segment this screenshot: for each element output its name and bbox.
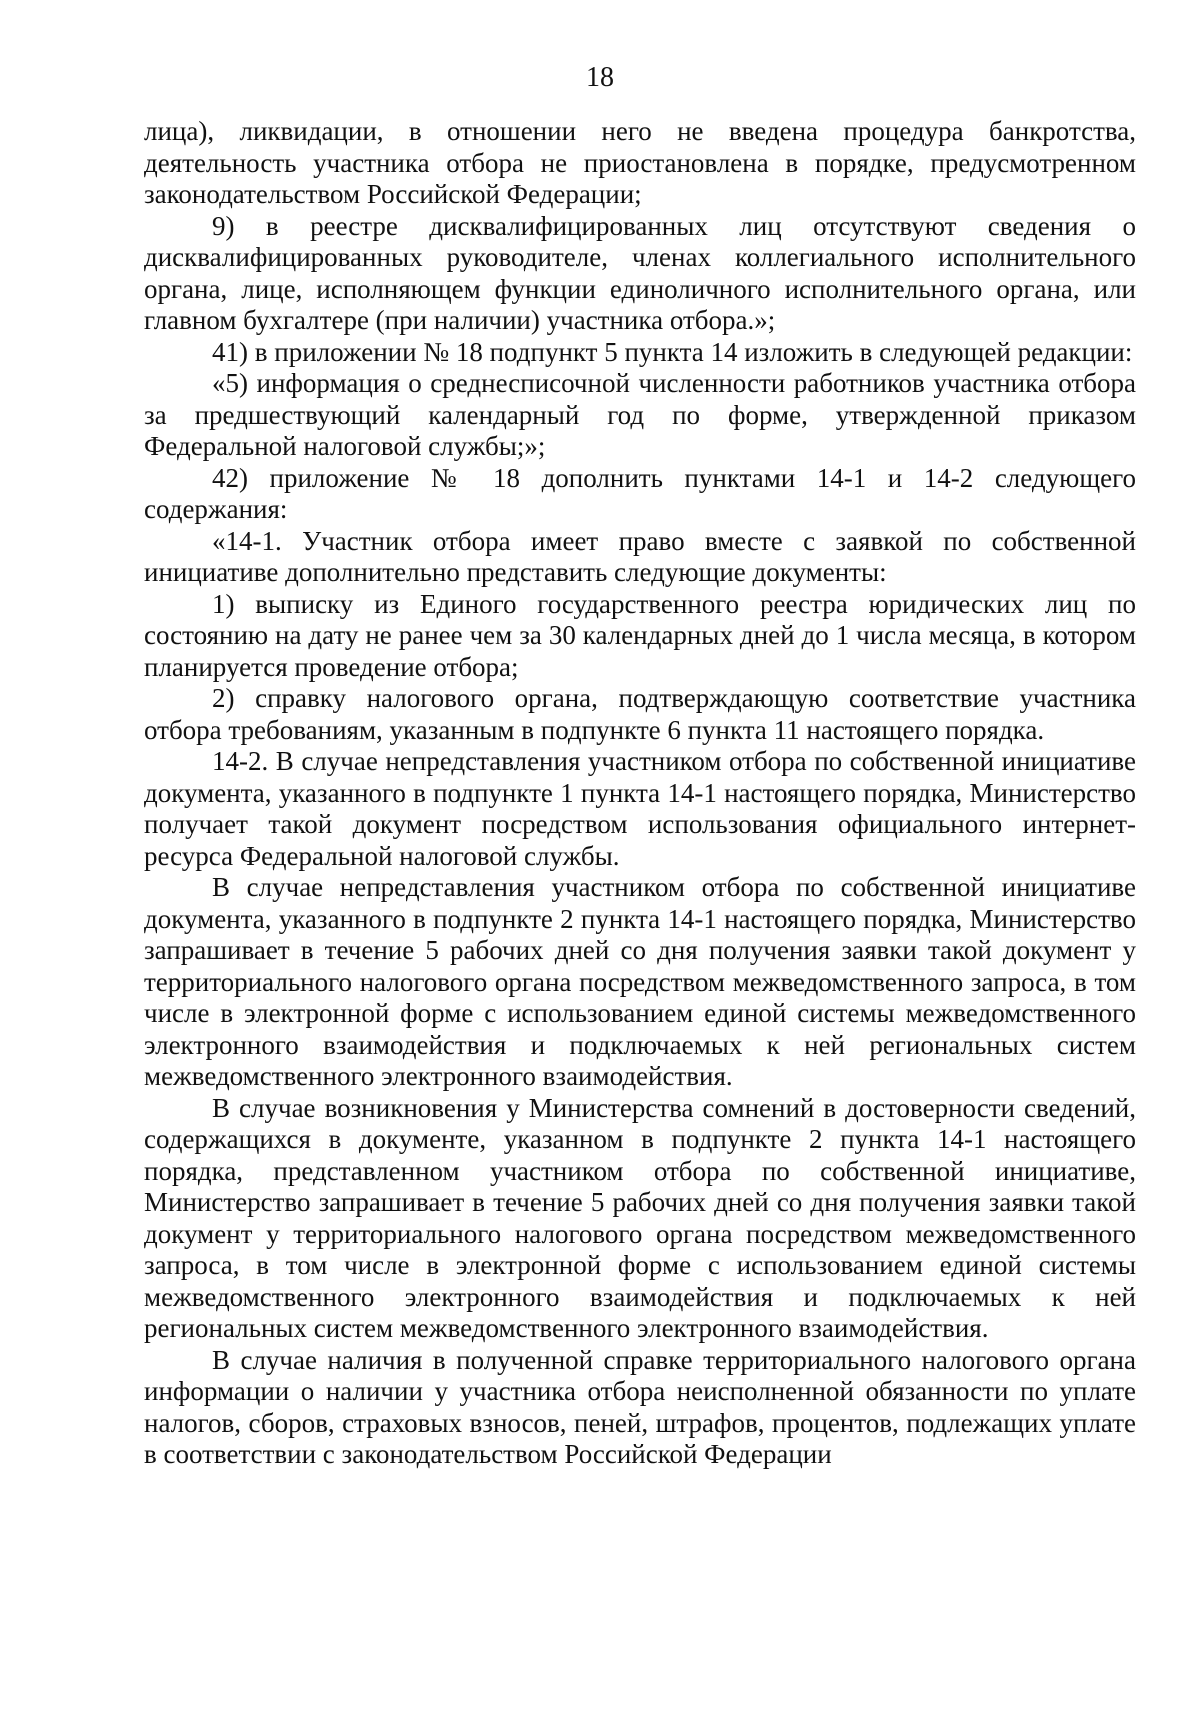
- paragraph-item-41: 41) в приложении № 18 подпункт 5 пункта 14 изложить в следующей редакции:: [212, 336, 1133, 367]
- paragraph-item-42: 42) приложение № 18 дополнить пунктами 14-1 и 14-2 следующего содержания:: [144, 462, 1136, 524]
- paragraph-14-2-case-3: В случае наличия в полученной справке территориального налогового органа информации о наличии у участника отбора неисполненной обязанности по уплате налогов, сборов, страховых взносов, пеней, штрафов, процентов, подлежащих уплате в соответствии с законодательством Российской Федерации: [144, 1344, 1136, 1469]
- paragraph-item-9: 9) в реестре дисквалифицированных лиц отсутствуют сведения о дисквалифицированных руководителе, членах коллегиального исполнительного органа, лице, исполняющем функции единоличного исполнительного органа, или главном бухгалтере (при наличии) участника отбора.»;: [144, 210, 1136, 335]
- paragraph-14-1-sub-1: 1) выписку из Единого государственного реестра юридических лиц по состоянию на дату не ранее чем за 30 календарных дней до 1 числа месяца, в котором планируется проведение отбора;: [144, 588, 1136, 682]
- paragraph-continuation: лица), ликвидации, в отношении него не введена процедура банкротства, деятельность участника отбора не приостановлена в порядке, предусмотренном законодательством Российской Федерации;: [144, 116, 1136, 209]
- page-number: 18: [586, 62, 614, 93]
- paragraph-14-1-sub-2: 2) справку налогового органа, подтверждающую соответствие участника отбора требованиям, указанным в подпункте 6 пункта 11 настоящего порядка.: [144, 683, 1136, 745]
- paragraph-14-1: «14-1. Участник отбора имеет право вместе с заявкой по собственной инициативе дополнительно представить следующие документы:: [144, 525, 1136, 587]
- paragraph-quote-5: «5) информация о среднесписочной численности работников участника отбора за предшествующий календарный год по форме, утвержденной приказом Федеральной налоговой службы;»;: [144, 368, 1136, 461]
- paragraph-14-2-case-1: В случае непредставления участником отбора по собственной инициативе документа, указанного в подпункте 2 пункта 14-1 настоящего порядка, Министерство запрашивает в течение 5 рабочих дней со дня получения заявки такой документ у территориального налогового органа посредством межведомственного запроса, в том числе в электронной форме с использованием единой системы межведомственного электронного взаимодействия и подключаемых к ней региональных систем межведомственного электронного взаимодействия.: [144, 872, 1136, 1091]
- paragraph-14-2: 14-2. В случае непредставления участником отбора по собственной инициативе документа, указанного в подпункте 1 пункта 14-1 настоящего порядка, Министерство получает такой документ посредством использования официального интернет-ресурса Федеральной налоговой службы.: [144, 746, 1136, 871]
- document-body: [144, 116, 1136, 1471]
- paragraph-14-2-case-2: В случае возникновения у Министерства сомнений в достоверности сведений, содержащихся в документе, указанном в подпункте 2 пункта 14-1 настоящего порядка, представленном участником отбора по собственной инициативе, Министерство запрашивает в течение 5 рабочих дней со дня получения заявки такой документ у территориального налогового органа посредством межведомственного запроса, в том числе в электронной форме с использованием единой системы межведомственного электронного взаимодействия и подключаемых к ней региональных систем межведомственного электронного взаимодействия.: [144, 1092, 1136, 1343]
